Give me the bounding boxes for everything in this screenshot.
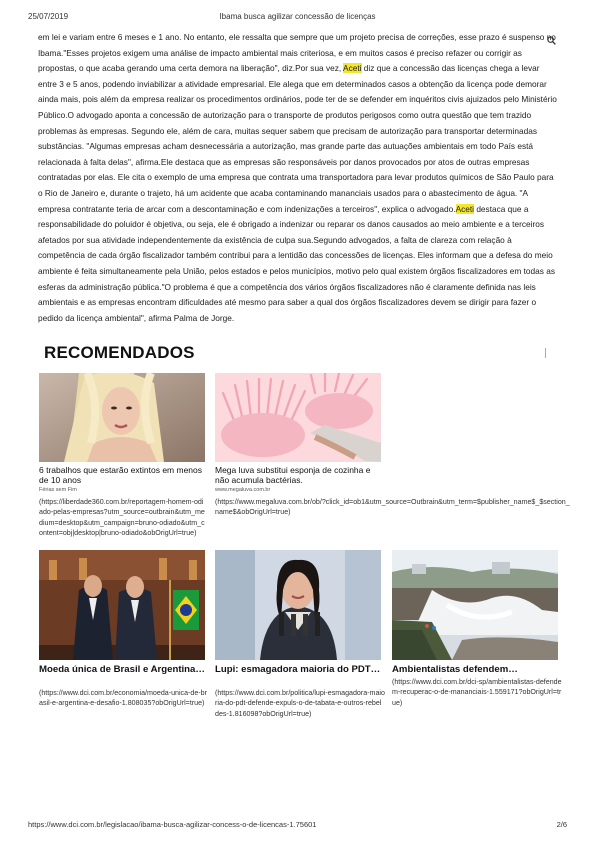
- highlighted-name: Aceti: [455, 203, 475, 214]
- recommended-heading: RECOMENDADOS: [44, 343, 195, 362]
- card-thumbnail[interactable]: [39, 373, 205, 462]
- card-title[interactable]: Moeda única de Brasil e Argentina…: [39, 664, 205, 675]
- page-number: 2/6: [556, 820, 567, 829]
- card-source: Férias sem Fim: [39, 487, 77, 493]
- divider: [545, 348, 546, 358]
- card-thumbnail[interactable]: [215, 373, 381, 462]
- card-source: www.megaluva.com.br: [215, 487, 271, 493]
- article-body: [38, 30, 560, 326]
- article-text-part: destaca que a responsabilidade do poluidor é objetiva, ou seja, ele é obrigado a indenizar ou reparar os danos causados ao meio ambiente e a terceiros afetados por sua atividade independentemente da existência de culpa sua.Segundo advogados, a falta de clareza com relação à competência de cada órgão fiscalizador também contribui para a lentidão das concessões de licenças. Eles informam que a defesa do meio ambiente é feita simultaneamente pela União, pelos estados e pelos municípios, motivo pelo qual existem órgãos fiscalizadores em todas as esferas da administração pública."O problema é que a competência dos vários órgãos fiscalizadores não é claramente definida nas leis ambientais e as empresas encontram dificuldades até mesmo para saber a qual dos órgãos fiscalizadores devem se dirigir para fazer o pedido da licença ambiental", afirma Palma de Jorge.: [38, 203, 555, 323]
- article-text: [38, 30, 560, 326]
- print-page-title: Ibama busca agilizar concessão de licenças: [219, 12, 376, 21]
- card-thumbnail[interactable]: [392, 550, 558, 660]
- print-footer: [28, 820, 567, 829]
- card-thumbnail[interactable]: [39, 550, 205, 660]
- card-url[interactable]: (https://www.megaluva.com.br/ob/?click_id=ob1&utm_source=Outbrain&utm_term=$publisher_name$_$section_name$&obOrigUrl=true): [215, 498, 570, 517]
- card-title[interactable]: Ambientalistas defendem…: [392, 664, 518, 675]
- card-url[interactable]: (https://www.dci.com.br/dci-sp/ambientalistas-defendem-recuperac-o-de-mananciais-1.559171?obOrigUrl=true): [392, 678, 562, 707]
- footer-url: https://www.dci.com.br/legislacao/ibama-busca-agilizar-concess-o-de-licencas-1.75601: [28, 820, 317, 829]
- card-title[interactable]: Lupi: esmagadora maioria do PDT…: [215, 664, 381, 675]
- article-text-part: diz que a concessão das licenças chega a levar entre 3 e 5 anos, podendo inviabilizar a atividade empresarial. Ele alega que em determinados casos a obtenção da licença pode demorar ainda mais, pois além da empresa realizar os procedimentos ordinários, pode ter de se defender em inquéritos civis ajuizados pelo Ministério Público.O advogado aponta a concessão de autorização para o transporte de produtos perigosos como outra questão que tem trazido problemas às empresas. Segundo ele, além de cara, muitas sequer sabem que precisam de autorização para transportar determinadas substâncias. "Algumas empresas acham desnecessária a autorização, mas grande parte das autuações ambientais em todo País está relacionada à falta delas", afirma.Ele destaca que as empresas são responsáveis por danos provocados por atos de outras empresas contratadas por elas. Ele cita o exemplo de uma empresa que contrata uma transportadora para levar produtos químicos de São Paulo para o Rio de Janeiro e, durante o trajeto, há um acidente que acaba contaminando mananciais usados para o abastecimento de água. "A empresa contratante teria de arcar com a descontaminação e com indenizações a terceiros", explica o advogado.: [38, 63, 557, 214]
- card-url[interactable]: (https://www.dci.com.br/economia/moeda-unica-de-brasil-e-argentina-e-desafio-1.808035?obOrigUrl=true): [39, 689, 207, 708]
- card-url[interactable]: (https://www.dci.com.br/politica/lupi-esmagadora-maioria-do-pdt-defende-expuls-o-de-tabata-e-outros-rebeldes-1.816098?obOrigUrl=true): [215, 689, 385, 718]
- print-header: [28, 12, 567, 24]
- card-title[interactable]: 6 trabalhos que estarão extintos em menos de 10 anos: [39, 465, 203, 485]
- highlighted-name: Aceti: [343, 63, 362, 74]
- print-date: 25/07/2019: [28, 12, 69, 21]
- card-title[interactable]: Mega luva substitui esponja de cozinha e não acumula bactérias.: [215, 465, 371, 485]
- card-url[interactable]: (https://liberdade360.com.br/reportagem-homem-odiado-pelas-empresas?utm_source=outbrain&utm_medium=desktop&utm_campaign=bruno-odiado&utm_content=obj|desktop|bruno-odiado&obOrigUrl=true): [39, 498, 205, 537]
- card-thumbnail[interactable]: [215, 550, 381, 660]
- article-text-part: em lei e variam entre 6 meses e 1 ano. No entanto, ele ressalta que sempre que um projeto precisa de correções, esse prazo é suspenso no Ibama."Esses projetos exigem uma análise de impacto ambiental mais criteriosa, e em muitos casos é preciso refazer ou corrigir as propostas, o que acaba gerando uma certa demora na liberação", diz.Por sua vez,: [38, 32, 556, 74]
